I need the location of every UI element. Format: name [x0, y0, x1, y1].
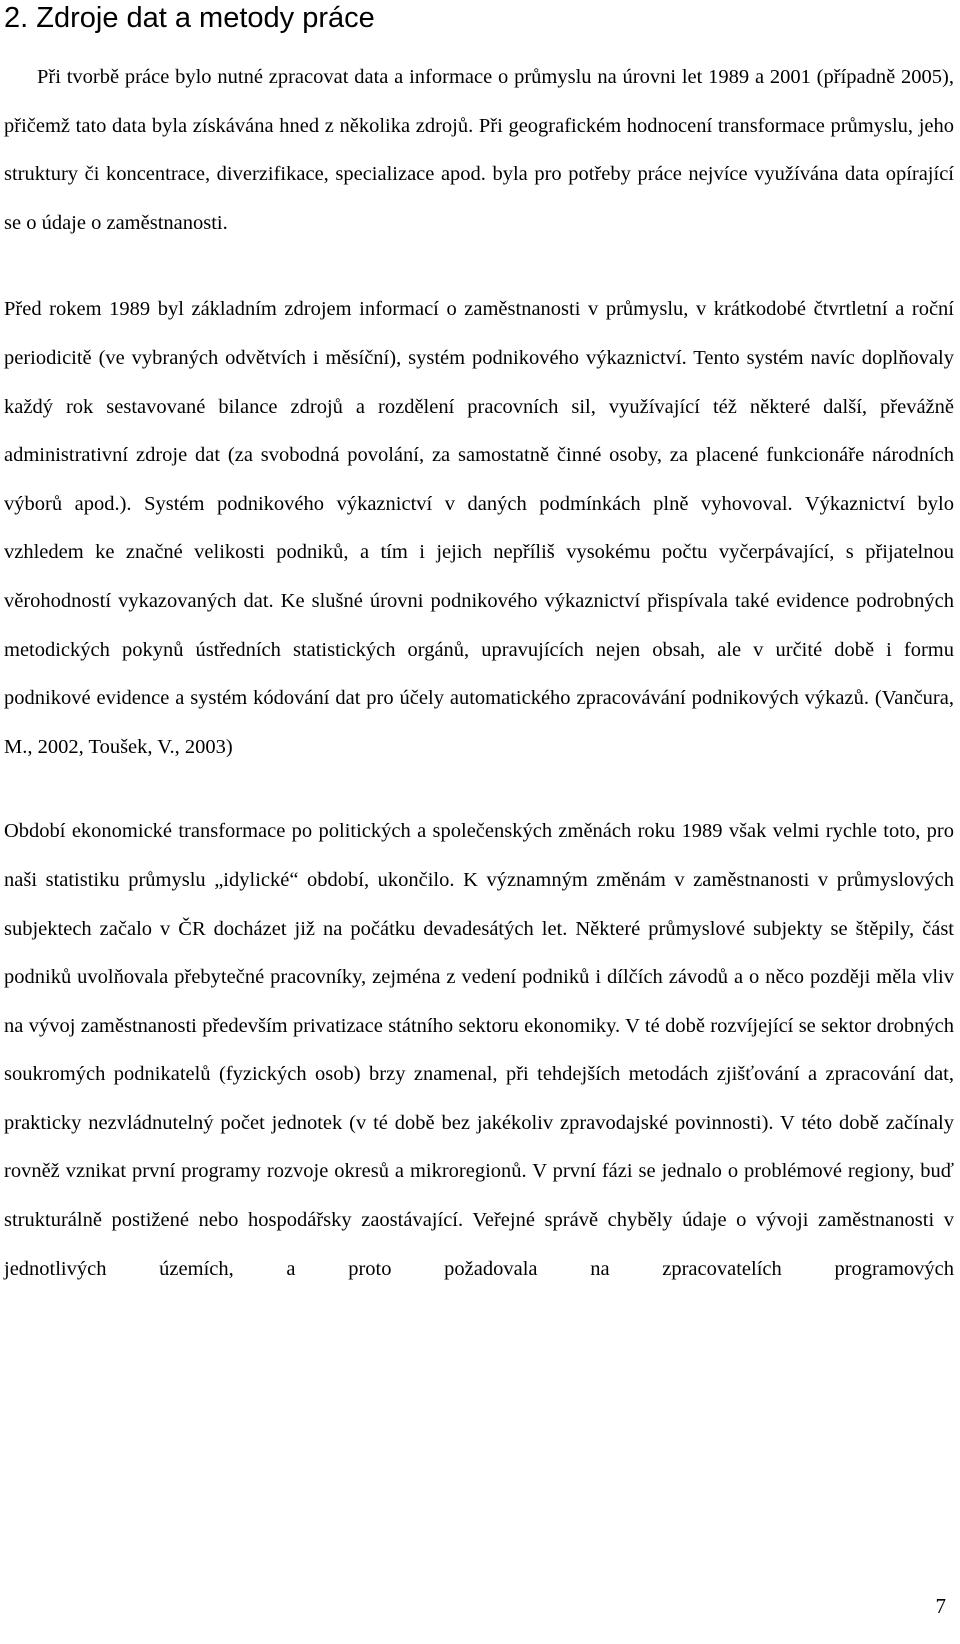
paragraph-transformation-period: Období ekonomické transformace po politických a společenských změnách roku 1989 však velmi rychle toto, pro naši statistiku průmyslu „idylické“ období, ukončilo. K významným změnám v zaměstnanosti v průmyslových subjektech začalo v ČR docházet již na počátku devadesátých let. Některé průmyslové subjekty se štěpily, část podniků uvolňovala přebytečné pracovníky, zejména z vedení podniků i dílčích závodů a o něco později měla vliv na vývoj zaměstnanosti především privatizace státního sektoru ekonomiky. V té době rozvíjející se sektor drobných soukromých podnikatelů (fyzických osob) brzy znamenal, při tehdejších metodách zjišťování a zpracování dat, prakticky nezvládnutelný počet jednotek (v té době bez jakékoliv zpravodajské povinnosti). V této době začínaly rovněž vznikat první programy rozvoje okresů a mikroregionů. V první fázi se jednalo o problémové regiony, buď strukturálně postižené nebo hospodářsky zaostávající. Veřejné správě chyběly údaje o vývoji zaměstnanosti v jednotlivých územích, a proto požadovala na zpracovatelích programových: [4, 820, 954, 1280]
paragraph-before-1989: Před rokem 1989 byl základním zdrojem informací o zaměstnanosti v průmyslu, v krátkodobé čtvrtletní a roční periodicitě (ve vybraných odvětvích i měsíční), systém podnikového výkaznictví. Tento systém navíc doplňovaly každý rok sestavované bilance zdrojů a rozdělení pracovních sil, využívající též některé další, převážně administrativní zdroje dat (za svobodná povolání, za samostatně činné osoby, za placené funkcionáře národních výborů apod.). Systém podnikového výkaznictví v daných podmínkách plně vyhovoval. Výkaznictví bylo vzhledem ke značné velikosti podniků, a tím i jejich nepříliš vysokému počtu vyčerpávající, s přijatelnou věrohodností vykazovaných dat. Ke slušné úrovni podnikového výkaznictví přispívala také evidence podrobných metodických pokynů ústředních statistických orgánů, upravujících nejen obsah, ale v určité době i formu podnikové evidence a systém kódování dat pro účely automatického zpracovávání podnikových výkazů. (Vančura, M., 2002, Toušek, V., 2003): [4, 298, 954, 758]
page-number: 7: [935, 1594, 946, 1618]
paragraph-data-sources: Při tvorbě práce bylo nutné zpracovat data a informace o průmyslu na úrovni let 1989 a 2001 (případně 2005), přičemž tato data byla získávána hned z několika zdrojů. Při geografickém hodnocení transformace průmyslu, jeho struktury či koncentrace, diverzifikace, specializace apod. byla pro potřeby práce nejvíce využívána data opírající se o údaje o zaměstnanosti.: [4, 66, 954, 234]
section-heading: 2. Zdroje dat a metody práce: [4, 2, 375, 34]
